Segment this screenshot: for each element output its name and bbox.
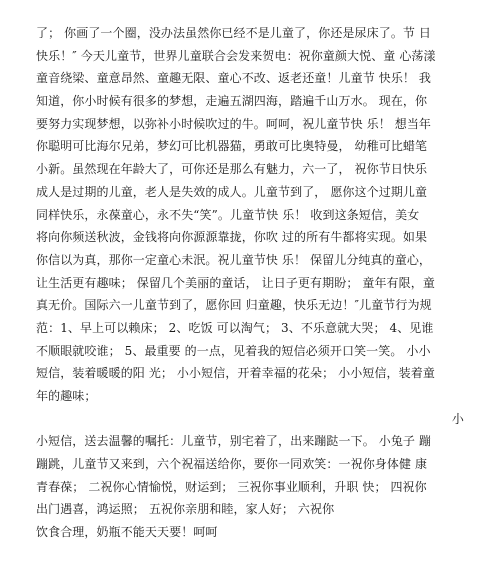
- document-body: [36, 22, 464, 544]
- text-line: 知道，你小时候有很多的梦想，走遍五湖四海，踏遍千山万水。 现在，你: [36, 94, 428, 109]
- text-line: 范：1、早上可以赖床； 2、吃饭 可以淘气； 3、不乐意就大哭； 4、见谁: [36, 320, 434, 335]
- text-line: 青春葆； 二祝你心情愉悦，财运到； 三祝你事业顺利，升职 快； 四祝你: [36, 479, 427, 494]
- text-line: 年的趣味；: [36, 389, 97, 403]
- text-line: 不顺眼就咬谁； 5、最重要 的一点，见着我的短信必须开口笑一笑。 小小: [36, 343, 431, 358]
- text-line: 成人是过期的儿童，老人是失效的成人。儿童节到了， 愿你这个过期儿童: [36, 184, 428, 199]
- text-line: 要努力实现梦想，以弥补小时候吹过的牛。呵呵，祝儿童节快 乐！ 想当年: [36, 116, 432, 131]
- text-line: 了； 你画了一个圈，没办法虽然你已经不是儿童了，你还是尿床了。节 日: [36, 26, 432, 40]
- text-line: 将向你频送秋波，金钱将向你源源靠拢，你吹 过的所有牛都将实现。如果: [36, 230, 428, 245]
- text-line: 蹦跳，儿童节又来到，六个祝福送给你，要你一同欢笑：一祝你身体健 康: [36, 457, 428, 472]
- text-line: 你聪明可比海尔兄弟，梦幻可比机器猫，勇敢可比奥特曼， 幼稚可比蜡笔: [36, 139, 428, 154]
- text-line: 同样快乐，永葆童心，永不失“笑”。儿童节快 乐！ 收到这条短信，美女: [36, 207, 420, 222]
- text-line: 你信以为真，那你一定童心未泯。祝儿童节快 乐！ 保留儿分纯真的童心，: [36, 252, 432, 267]
- text-line: 小新。虽然现在年龄大了，可你还是那么有魅力，六一了， 祝你节日快乐: [36, 162, 428, 177]
- text-line: 短信，装着暖暖的阳 光； 小小短信，开着幸福的花朵； 小小短信，装着童: [36, 366, 435, 381]
- text-line: 饮食合理，奶瓶不能天天要！呵呵: [36, 525, 218, 540]
- text-line: 小: [451, 411, 464, 426]
- text-line: 真无价。国际六一儿童节到了，愿你回 归童趣，快乐无边！″儿童节行为规: [36, 298, 432, 313]
- text-line: 让生活更有趣味； 保留几个美丽的童话， 让日子更有期盼； 童年有限，童: [36, 275, 435, 290]
- text-line: 快乐！″ 今天儿童节，世界儿童联合会发来贺电：祝你童颜大悦、童 心荡漾: [36, 48, 436, 63]
- text-line: 童音绕梁、童意昂然、童趣无限、童心不改、返老还童！儿童节 快乐！ 我: [36, 71, 432, 86]
- text-line: 小短信，送去温馨的嘱托：儿童节，别宅着了，出来蹦跶一下。 小兔子 蹦: [36, 434, 432, 449]
- text-line: 出门遇喜，鸿运照； 五祝你亲朋和睦，家人好； 六祝你: [36, 502, 335, 517]
